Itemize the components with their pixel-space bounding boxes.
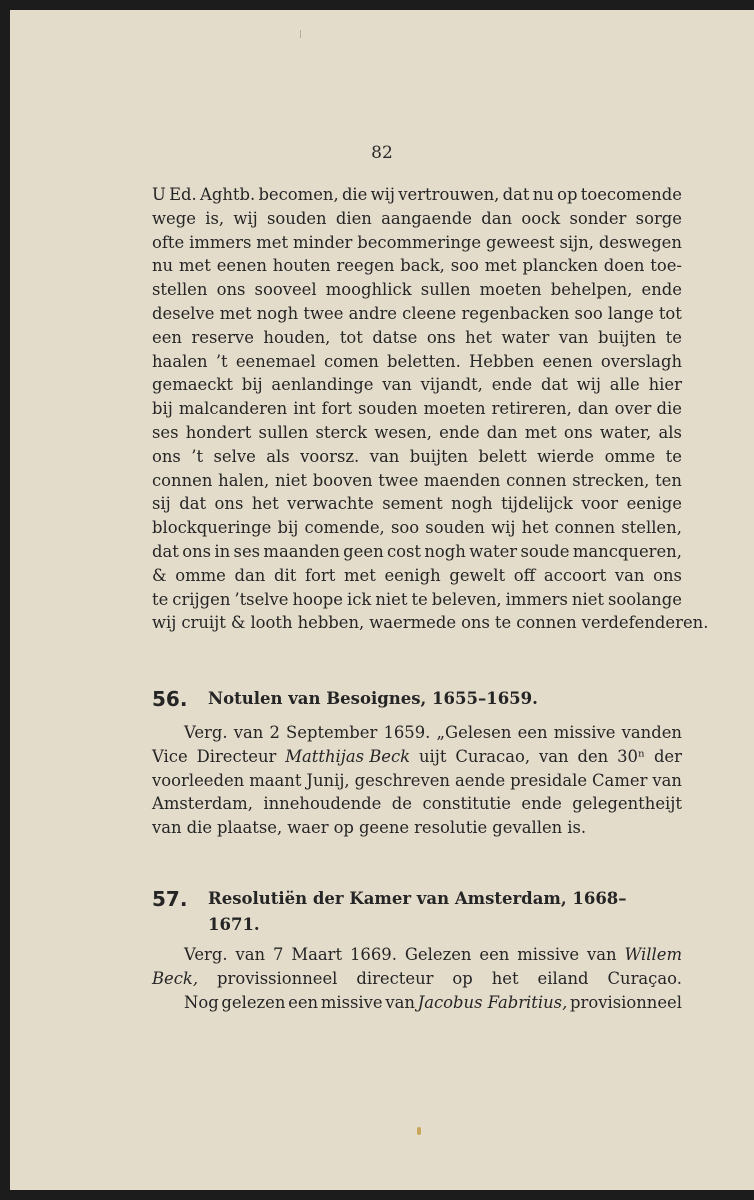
- word: Gelezen: [404, 945, 472, 964]
- word: sooveel: [254, 280, 317, 300]
- word: waer: [287, 818, 329, 838]
- word: Curaçao.: [607, 968, 682, 988]
- word: minder: [292, 232, 353, 252]
- word: op: [333, 818, 354, 838]
- word: booven: [312, 470, 373, 490]
- word: gelegentheijt: [572, 794, 682, 814]
- word: missive: [553, 723, 616, 742]
- word: provissionneel: [217, 968, 338, 988]
- word: vertrouwen,: [398, 185, 500, 204]
- text-line: [152, 816, 682, 840]
- text-line: [152, 302, 682, 326]
- word: den: [577, 746, 609, 766]
- word: reserve: [191, 327, 254, 347]
- word: uijt: [418, 746, 447, 766]
- word: datse: [372, 327, 418, 347]
- word: U: [152, 185, 166, 204]
- paper-speck: [300, 30, 301, 38]
- word: mancqueren,: [572, 541, 682, 561]
- word: buijten: [409, 446, 468, 466]
- word: eenen: [542, 351, 593, 371]
- word: gevallen: [492, 818, 563, 838]
- word: 2: [269, 723, 280, 742]
- paragraph-notulen: [152, 721, 682, 840]
- section-heading-56: [152, 686, 682, 712]
- word: toe-: [650, 256, 682, 276]
- word: missive: [320, 992, 383, 1012]
- word: op: [452, 968, 473, 988]
- text-line: [152, 326, 682, 350]
- word: houden,: [263, 327, 331, 347]
- word: soolange: [608, 589, 682, 609]
- word: ses: [233, 541, 261, 561]
- word: met: [256, 232, 289, 252]
- text-line: [152, 611, 709, 635]
- word: Beck,: [152, 968, 199, 988]
- word: hoope: [292, 589, 344, 609]
- word: eiland: [537, 968, 589, 988]
- word: cleene: [402, 303, 457, 323]
- word: moeten: [479, 280, 542, 300]
- word: sonder: [569, 208, 627, 228]
- word: twee: [378, 470, 419, 490]
- word: tot: [339, 327, 363, 347]
- word: aende: [454, 770, 506, 790]
- word: becommeringe: [357, 232, 482, 252]
- word: Directeur: [196, 746, 277, 766]
- section-title-line-1: Resolutiën der Kamer van Amsterdam, 1668–: [208, 889, 627, 908]
- word: beletten.: [387, 351, 461, 371]
- word: te: [494, 613, 512, 633]
- text-line: [152, 278, 682, 302]
- word: stellen,: [621, 518, 682, 538]
- word: alle: [609, 375, 640, 395]
- word: van: [558, 327, 589, 347]
- word: Ed.: [169, 185, 197, 204]
- word: ick: [347, 589, 372, 609]
- word: wesen,: [374, 422, 432, 442]
- word: fort: [321, 399, 352, 419]
- word: connen: [152, 470, 213, 490]
- word: Hebben: [468, 351, 535, 371]
- word: dat: [152, 541, 179, 561]
- word: soo: [450, 256, 479, 276]
- word: resolutie: [414, 818, 488, 838]
- word: op: [557, 185, 578, 204]
- word: vanden: [621, 723, 682, 742]
- book-page: [10, 10, 754, 1190]
- word: bij: [277, 518, 299, 538]
- section-title: Notulen van Besoignes, 1655–1659.: [208, 689, 538, 708]
- paragraph-letter: [152, 183, 709, 635]
- section-title-line-2: 1671.: [208, 915, 260, 934]
- word: haalen: [152, 351, 208, 371]
- word: beleven,: [431, 589, 502, 609]
- word: de: [391, 794, 412, 814]
- word: sijn,: [559, 232, 594, 252]
- word: ses: [152, 422, 179, 442]
- word: ons: [653, 565, 682, 585]
- word: niet: [571, 589, 605, 609]
- word: reegen: [336, 256, 395, 276]
- word: int: [293, 399, 316, 419]
- word: comende,: [304, 518, 385, 538]
- text-line: [152, 397, 682, 421]
- word: presidale: [510, 770, 588, 790]
- word: ende: [439, 422, 480, 442]
- word: aenlandinge: [271, 375, 374, 395]
- word: bij: [241, 375, 263, 395]
- word: een: [152, 327, 182, 347]
- word: selve: [213, 446, 256, 466]
- word: deswegen: [598, 232, 682, 252]
- word: immers: [505, 589, 568, 609]
- word: soude: [520, 541, 570, 561]
- text-line: [152, 445, 682, 469]
- word: geen: [343, 541, 384, 561]
- text-line: [152, 254, 682, 278]
- paragraph-resolutien: [152, 943, 682, 1014]
- section-title: [208, 886, 682, 938]
- word: nu: [532, 185, 554, 204]
- word: ten: [655, 470, 682, 490]
- word: het: [251, 494, 279, 514]
- word: ende: [491, 375, 533, 395]
- word: wij: [491, 518, 516, 538]
- word: van: [385, 992, 415, 1012]
- word: die: [341, 185, 368, 204]
- word: missive: [517, 945, 580, 964]
- word: looth: [250, 613, 293, 633]
- word: geweest: [485, 232, 555, 252]
- word: gewelt: [449, 565, 506, 585]
- word: Vice: [152, 746, 188, 766]
- word: hier: [648, 375, 682, 395]
- word: fort: [304, 565, 336, 585]
- word: souden: [358, 399, 418, 419]
- text-line: [152, 350, 682, 374]
- word: dan: [577, 399, 609, 419]
- word: Maart: [291, 945, 343, 964]
- word: der: [653, 746, 682, 766]
- word: voor: [581, 494, 619, 514]
- text-line: [152, 721, 682, 745]
- word: van: [586, 945, 617, 964]
- word: ons: [216, 280, 246, 300]
- word: comen: [323, 351, 379, 371]
- word: September: [286, 723, 378, 742]
- word: souden: [267, 208, 327, 228]
- word: houten: [272, 256, 331, 276]
- word: hondert: [185, 422, 252, 442]
- word: te: [665, 327, 682, 347]
- word: met: [178, 256, 211, 276]
- text-line: [152, 373, 682, 397]
- text-line: [152, 588, 682, 612]
- word: ’t: [215, 351, 228, 371]
- word: sement: [382, 494, 443, 514]
- text-line: [152, 745, 682, 769]
- word: is.: [567, 818, 587, 838]
- word: eenige: [626, 494, 682, 514]
- page-number: 82: [371, 143, 393, 163]
- word: met: [343, 565, 376, 585]
- word: in: [214, 541, 231, 561]
- word: nogh: [424, 541, 466, 561]
- word: wij: [152, 613, 177, 633]
- word: connen: [516, 613, 577, 633]
- word: maenden: [424, 470, 501, 490]
- word: andre: [348, 303, 397, 323]
- text-line: [152, 564, 682, 588]
- text-line: [152, 183, 682, 207]
- word: dat: [502, 185, 530, 204]
- word: die: [186, 818, 213, 838]
- word: doen: [603, 256, 645, 276]
- word: Curacao,: [455, 746, 531, 766]
- word: voorsz.: [300, 446, 360, 466]
- word: water: [469, 541, 518, 561]
- text-line: [152, 469, 682, 493]
- word: te: [411, 589, 428, 609]
- word: halen,: [218, 470, 270, 490]
- word: 7: [272, 945, 284, 964]
- word: souden: [425, 518, 485, 538]
- word: nogh: [451, 494, 493, 514]
- word: ons: [563, 422, 593, 442]
- word: constitutie: [422, 794, 511, 814]
- word: een: [517, 723, 548, 742]
- word: waermede: [369, 613, 457, 633]
- word: omme: [604, 446, 656, 466]
- paper-speck: [417, 1127, 421, 1135]
- word: crijgen: [172, 589, 231, 609]
- word: water,: [599, 422, 652, 442]
- word: van: [369, 446, 400, 466]
- word: tijdelijck: [501, 494, 573, 514]
- word: &: [152, 565, 167, 585]
- word: tot: [658, 303, 682, 323]
- word: plaatse,: [217, 818, 283, 838]
- section-number: 57.: [152, 887, 188, 911]
- word: soo: [390, 518, 420, 538]
- word: geene: [358, 818, 410, 838]
- word: ons: [214, 494, 244, 514]
- word: immers: [189, 232, 252, 252]
- word: „Gelesen: [436, 723, 512, 742]
- word: van: [652, 770, 682, 790]
- word: sterck: [315, 422, 368, 442]
- text-line: [152, 967, 682, 991]
- word: Nog: [184, 992, 219, 1012]
- word: connen: [506, 470, 567, 490]
- word: plancken: [522, 256, 598, 276]
- word: mooghlick: [325, 280, 412, 300]
- word: 1669.: [349, 945, 397, 964]
- word: van: [233, 723, 264, 742]
- word: ende: [521, 794, 562, 814]
- text-line: [152, 792, 682, 816]
- word: gemaeckt: [152, 375, 233, 395]
- word: Aghtb.: [200, 185, 256, 204]
- word: gelezen: [221, 992, 286, 1012]
- word: 30ⁿ: [617, 746, 646, 766]
- word: retireren,: [491, 399, 572, 419]
- word: wierde: [537, 446, 595, 466]
- word: deselve: [152, 303, 215, 323]
- word: behelpen,: [550, 280, 633, 300]
- text-line: [152, 769, 682, 793]
- word: over die: [614, 399, 682, 419]
- word: hebben,: [297, 613, 365, 633]
- word: Junij,: [306, 770, 350, 790]
- word: dan: [486, 422, 518, 442]
- word: Matthijas Beck: [285, 746, 411, 766]
- word: eenigh: [384, 565, 441, 585]
- word: lange: [607, 303, 654, 323]
- section-number: 56.: [152, 687, 188, 711]
- word: te: [665, 446, 682, 466]
- word: ’t: [191, 446, 204, 466]
- word: sullen: [420, 280, 471, 300]
- word: stellen: [152, 280, 208, 300]
- word: ons: [182, 541, 212, 561]
- section-heading-57: [152, 886, 682, 938]
- word: provisionneel: [570, 992, 682, 1012]
- word: Jacobus Fabritius,: [417, 992, 568, 1012]
- word: nogh: [256, 303, 299, 323]
- word: toecomende: [580, 185, 682, 204]
- word: sullen: [258, 422, 309, 442]
- word: belett: [478, 446, 527, 466]
- word: connen: [554, 518, 616, 538]
- word: is,: [205, 208, 225, 228]
- word: regenbacken: [461, 303, 570, 323]
- word: dit: [274, 565, 297, 585]
- word: van: [235, 945, 266, 964]
- word: bij: [152, 399, 173, 419]
- word: met: [219, 303, 252, 323]
- word: wij: [370, 185, 395, 204]
- word: met: [484, 256, 517, 276]
- text-line: [152, 207, 682, 231]
- word: niet: [274, 470, 308, 490]
- word: ’tselve: [234, 589, 289, 609]
- word: Amsterdam,: [152, 794, 253, 814]
- word: het: [521, 518, 549, 538]
- word: met: [524, 422, 557, 442]
- word: soo: [574, 303, 603, 323]
- word: off: [513, 565, 536, 585]
- word: ons: [426, 327, 456, 347]
- word: strecken,: [572, 470, 650, 490]
- word: verdefenderen.: [581, 613, 709, 633]
- word: twee: [303, 303, 344, 323]
- word: van: [538, 746, 569, 766]
- word: buijten: [597, 327, 657, 347]
- word: ofte: [152, 232, 185, 252]
- word: dat: [540, 375, 568, 395]
- word: als: [658, 422, 682, 442]
- word: wij: [576, 375, 601, 395]
- word: nu: [152, 256, 174, 276]
- text-line: [152, 231, 682, 255]
- word: malcanderen: [178, 399, 288, 419]
- text-line: [152, 492, 682, 516]
- word: eenen: [216, 256, 267, 276]
- word: wij: [233, 208, 258, 228]
- word: maant: [249, 770, 302, 790]
- word: een: [288, 992, 319, 1012]
- word: becomen,: [258, 185, 339, 204]
- word: Camer: [592, 770, 648, 790]
- word: water: [501, 327, 550, 347]
- word: maanden: [263, 541, 340, 561]
- word: moeten: [423, 399, 486, 419]
- word: Verg.: [184, 945, 228, 964]
- word: sij: [152, 494, 171, 514]
- word: van: [382, 375, 412, 395]
- word: &: [230, 613, 246, 633]
- word: aangaende: [381, 208, 472, 228]
- word: geschreven: [354, 770, 450, 790]
- text-line: [152, 943, 682, 967]
- word: cruijt: [181, 613, 226, 633]
- word: ons: [152, 446, 181, 466]
- word: overslagh: [600, 351, 682, 371]
- word: dan: [481, 208, 513, 228]
- text-line: [152, 516, 682, 540]
- word: van: [614, 565, 645, 585]
- word: back,: [400, 256, 445, 276]
- word: wege: [152, 208, 196, 228]
- word: dan: [234, 565, 266, 585]
- word: oock: [521, 208, 561, 228]
- word: van: [152, 818, 182, 838]
- word: 1659.: [383, 723, 431, 742]
- text-line: [152, 421, 682, 445]
- text-line: [152, 540, 682, 564]
- word: sorge: [635, 208, 682, 228]
- word: Verg.: [184, 723, 228, 742]
- word: het: [465, 327, 492, 347]
- text-line: [152, 991, 682, 1015]
- word: als: [266, 446, 290, 466]
- word: voorleeden: [152, 770, 245, 790]
- word: ende: [641, 280, 682, 300]
- word: een: [479, 945, 510, 964]
- word: verwachte: [287, 494, 374, 514]
- word: te: [152, 589, 169, 609]
- word: niet: [375, 589, 408, 609]
- word: dat: [179, 494, 207, 514]
- word: eenemael: [235, 351, 316, 371]
- word: cost: [386, 541, 422, 561]
- word: dien: [335, 208, 372, 228]
- word: accoort: [543, 565, 607, 585]
- word: directeur: [356, 968, 434, 988]
- word: omme: [175, 565, 226, 585]
- word: blockqueringe: [152, 518, 272, 538]
- word: het: [491, 968, 519, 988]
- word: innehoudende: [263, 794, 382, 814]
- word: ons: [461, 613, 490, 633]
- word: vijandt,: [420, 375, 483, 395]
- word: Willem: [624, 945, 682, 964]
